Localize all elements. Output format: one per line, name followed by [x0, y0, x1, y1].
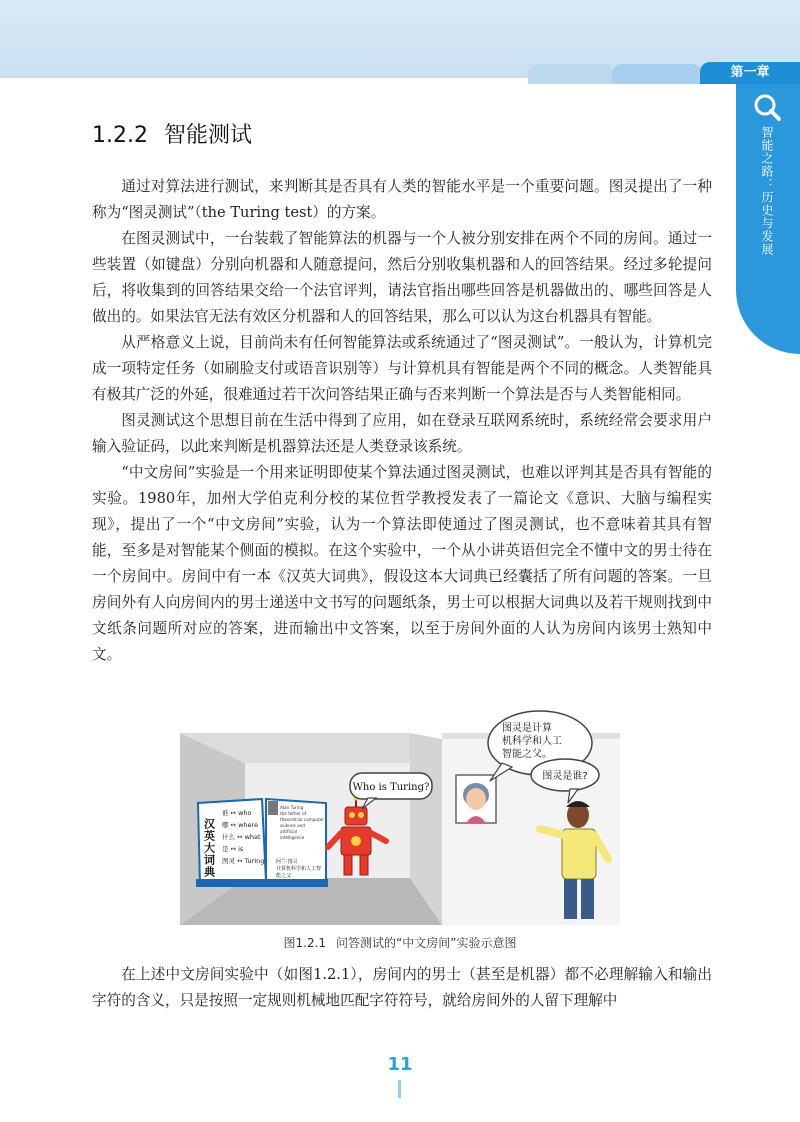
dict-definition-en: Alan Turing — [280, 805, 304, 810]
paragraph: 在上述中文房间实验中（如图1.2.1），房间内的男士（甚至是机器）都不必理解输入和输出字符的含义，只是按照一定规则机械地匹配字符符号，就给房间外的人留下理解中 — [92, 966, 712, 1009]
dict-definition-en: science and — [280, 823, 305, 828]
body-text-continued — [92, 962, 712, 1014]
robot-question: Who is Turing? — [352, 782, 430, 793]
woman-answer-line: 图灵是计算 — [502, 723, 552, 734]
page-number: 11 — [387, 1054, 413, 1075]
dictionary-book — [196, 799, 328, 887]
side-book-title: 智能之路：历史与发展 — [760, 126, 774, 256]
man-question: 图灵是谁? — [542, 771, 588, 782]
paragraph: 在图灵测试中，一台装载了智能算法的机器与一个人被分别安排在两个不同的房间。通过一些装置（如键盘）分别向机器和人随意提问，然后分别收集机器和人的回答结果。经过多轮提问后，将收集到的回答结果交给一个法官评判，请法官指出哪些回答是机器做出的、哪些回答是人做出的。如果法官无法有效区分机器和人的回答结果，那么可以认为这台机器具有智能。 — [92, 230, 712, 325]
dict-entry: 是 ↔ is — [222, 845, 244, 853]
page-number-tick — [398, 1080, 401, 1098]
dict-definition-en: artificial — [280, 829, 297, 834]
paragraph: “中文房间”实验是一个用来证明即使某个算法通过图灵测试，也难以评判其是否具有智能的实验。1980年，加州大学伯克利分校的某位哲学教授发表了一篇论文《意识、大脑与编程实现》，提出了一个“中文房间”实验，认为一个算法即使通过了图灵测试，也不意味着其具有智能，至多是对智能某个侧面的模拟。在这个实验中，一个从小讲英语但完全不懂中文的男士待在一个房间中。房间中有一本《汉英大词典》，假设这本大词典已经囊括了所有问题的答案。一旦房间外有人向房间内的男士递送中文书写的问题纸条，男士可以根据大词典以及若干规则找到中文纸条问题所对应的答案，进而输出中文答案，以至于房间外面的人认为房间内该男士熟知中文。 — [92, 464, 712, 663]
dict-definition-en: intelligence — [280, 835, 305, 840]
dict-definition-en: theoretical computer — [280, 817, 325, 822]
dictionary-title: 汉英大词典 — [202, 818, 216, 878]
chapter-tab: 第一章 — [700, 62, 800, 84]
paragraph: 通过对算法进行测试，来判断其是否具有人类的智能水平是一个重要问题。图灵提出了一种称为“图灵测试”（the Turing test）的方案。 — [92, 178, 712, 221]
header-tab-decoration — [528, 64, 614, 84]
woman-answer-line: 智能之父。 — [502, 749, 552, 760]
dict-entry: 什么 ↔ what — [222, 833, 261, 841]
figure-caption-text: 问答测试的“中文房间”实验示意图 — [336, 936, 517, 950]
section-number: 1.2.2 — [92, 123, 148, 148]
chinese-room-figure — [180, 703, 620, 925]
woman-portrait — [456, 775, 496, 823]
section-heading — [92, 118, 252, 149]
paragraph: 从严格意义上说，目前尚未有任何智能算法或系统通过了“图灵测试”。一般认为，计算机完成一项特定任务（如刷脸支付或语音识别等）与计算机具有智能是两个不同的概念。人类智能具有极其广泛的外延，很难通过若干次问答结果正确与否来判断一个算法是否与人类智能相同。 — [92, 334, 712, 403]
section-title: 智能测试 — [163, 123, 252, 148]
dict-definition-cn: 能之父 — [276, 873, 292, 879]
dict-definition-en: the father of — [280, 811, 307, 816]
woman-answer-line: 机科学和人工 — [502, 736, 562, 747]
paragraph: 图灵测试这个思想目前在生活中得到了应用，如在登录互联网系统时，系统经常会要求用户输入验证码，以此来判断是机器算法还是人类登录该系统。 — [92, 412, 712, 455]
header-tab-decoration — [612, 64, 702, 84]
figure-caption — [0, 934, 800, 951]
dict-entry: 谁 ↔ who — [222, 809, 252, 817]
figure-number: 图1.2.1 — [283, 936, 327, 950]
search-magnifier-icon — [752, 92, 782, 122]
dict-entry: 哪 ↔ where — [222, 821, 259, 829]
portrait-thumbnail — [268, 801, 278, 815]
dict-definition-cn: 计算机科学和人工智 — [276, 866, 322, 872]
dict-entry: 图灵 ↔ Turing — [222, 857, 265, 865]
body-text — [92, 174, 712, 668]
dict-definition-cn: 阿兰·图灵 — [276, 859, 298, 865]
